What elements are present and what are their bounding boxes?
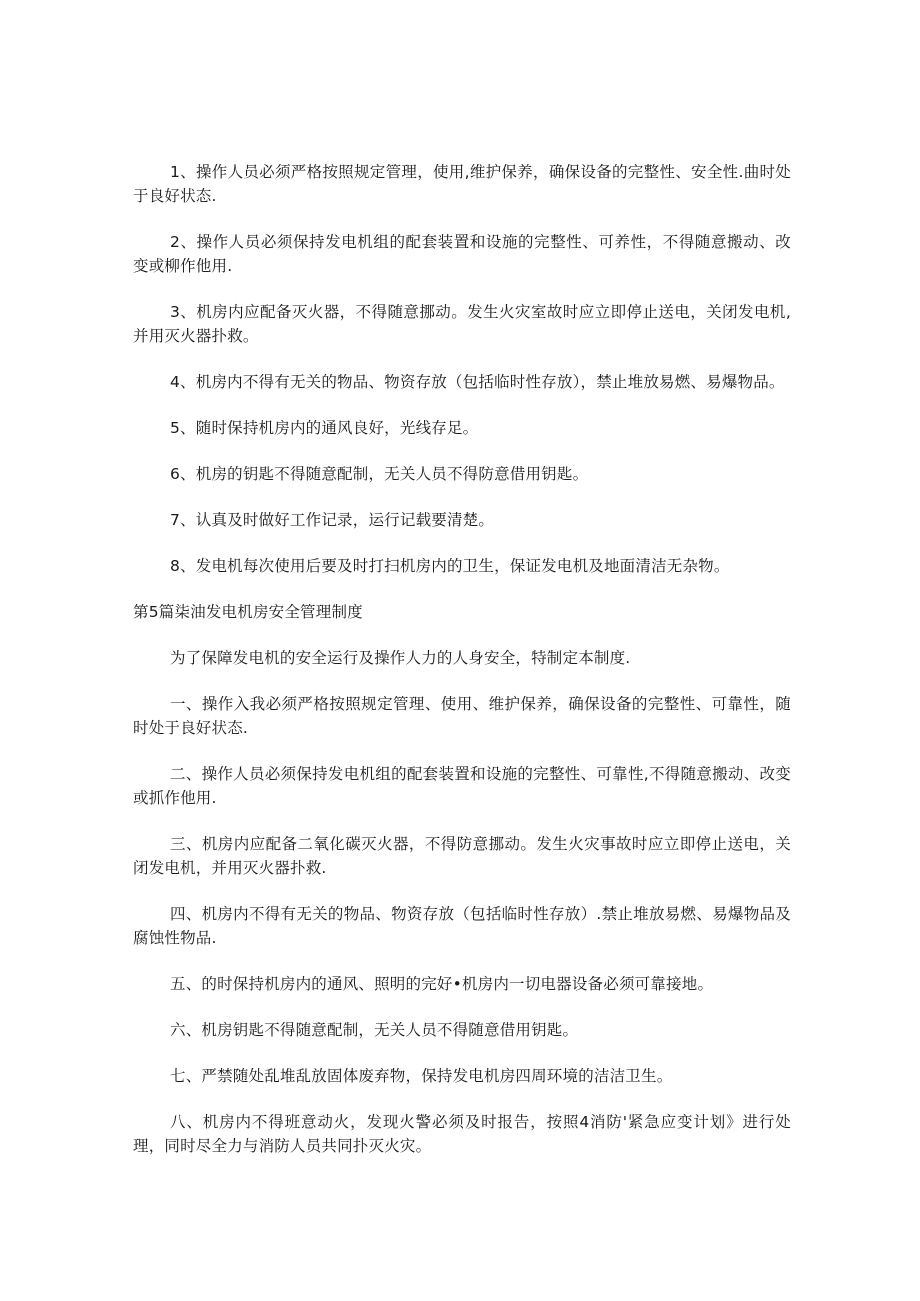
regulation-item-1: 一、操作入我必须严格按照规定管理、使用、维护保养，确保设备的完整性、可靠性，随时处于良好状态. [133, 695, 791, 737]
rule-item-4: 4、机房内不得有无关的物品、物资存放（包括临时性存放），禁止堆放易燃、易爆物品。 [170, 373, 785, 391]
regulation-item-7: 七、严禁随处乱堆乱放固体废弃物，保持发电机房四周环境的洁洁卫生。 [170, 1067, 673, 1085]
rule-item-2: 2、操作人员必须保持发电机组的配套装置和设施的完整性、可养性，不得随意搬动、改变或柳作他用. [133, 233, 791, 275]
document-body [133, 160, 791, 1180]
rule-item-3: 3、机房内应配备灭火器，不得随意挪动。发生火灾室故时应立即停止送电，关闭发电机,并用灭火器扑救。 [133, 303, 791, 345]
rule-item-1: 1、操作人员必须严格按照规定管理，使用,维护保养，确保设备的完整性、安全性.曲时处于良好状态. [133, 163, 791, 205]
rule-item-6: 6、机房的钥匙不得随意配制，无关人员不得防意借用钥匙。 [170, 465, 589, 483]
rule-item-7: 7、认真及时做好工作记录，运行记载要清楚。 [170, 511, 495, 529]
regulation-item-6: 六、机房钥匙不得随意配制，无关人员不得随意借用钥匙。 [170, 1021, 579, 1039]
regulation-item-3: 三、机房内应配备二氧化碳灭火器，不得防意挪动。发生火灾事故时应立即停止送电，关闭发电机，并用灭火器扑救. [133, 835, 791, 877]
regulation-item-4: 四、机房内不得有无关的物品、物资存放（包括临时性存放）.禁止堆放易燃、易爆物品及腐蚀性物品. [133, 905, 791, 947]
regulation-item-2: 二、操作人员必须保持发电机组的配套装置和设施的完整性、可靠性,不得随意搬动、改变或抓作他用. [133, 765, 791, 807]
regulation-item-5: 五、的时保持机房内的通风、照明的完好•机房内一切电器设备必须可靠接地。 [170, 975, 714, 993]
regulation-item-8: 八、机房内不得班意动火，发现火警必须及时报告，按照4消防'紧急应变计划》进行处理，同时尽全力与消防人员共同扑灭火灾。 [133, 1113, 791, 1155]
rule-item-5: 5、随时保持机房内的通风良好，光线存足。 [170, 419, 479, 437]
section-title: 第5篇柒油发电机房安全管理制度 [133, 603, 363, 621]
section-intro: 为了保障发电机的安全运行及操作人力的人身安全，特制定本制度. [170, 649, 631, 667]
rule-item-8: 8、发电机每次使用后要及时打扫机房内的卫生，保证发电机及地面清洁无杂物。 [170, 557, 730, 575]
